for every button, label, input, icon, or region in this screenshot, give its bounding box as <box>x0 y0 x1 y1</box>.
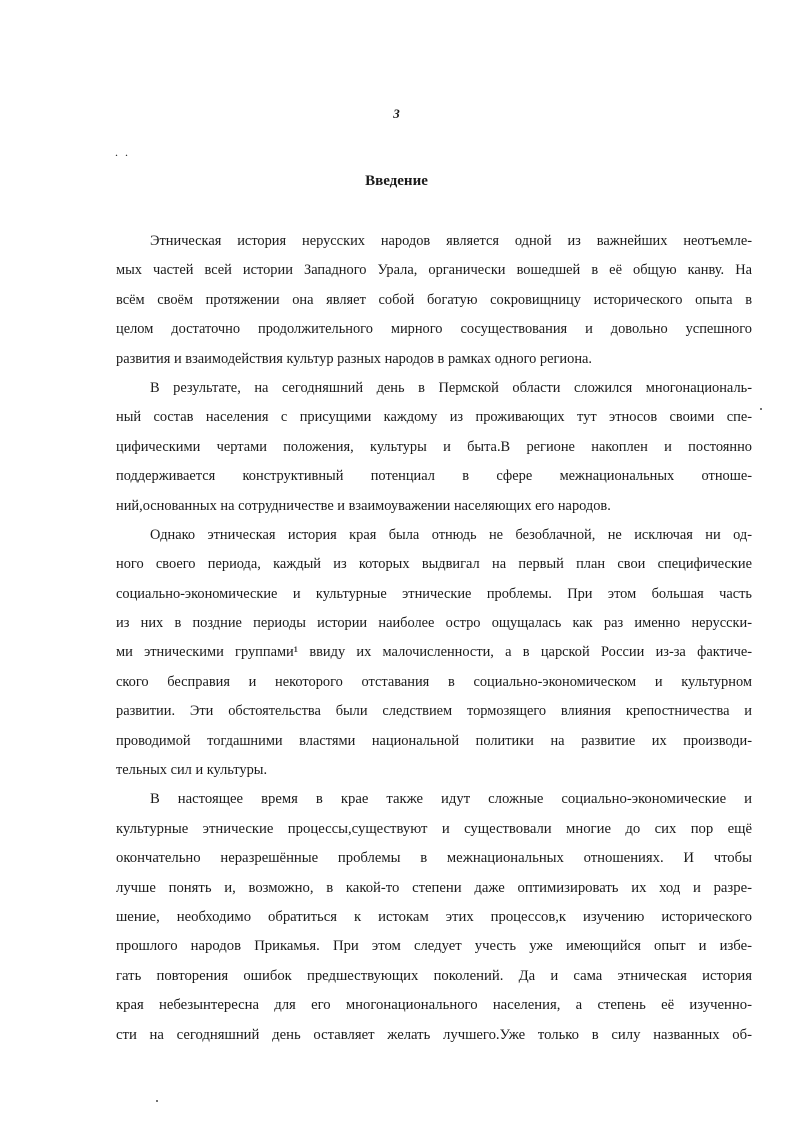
text-line: проводимой тогдашними властями национальной политики на развитие их производи- <box>116 732 752 749</box>
text-line: края небезынтересна для его многонационального населения, а степень её изученно- <box>116 997 752 1014</box>
text-line: Однако этническая история края была отнюдь не безоблачной, не исключая ни од- <box>150 526 752 543</box>
text-line: прошлого народов Прикамья. При этом следует учесть уже имеющийся опыт и избе- <box>116 938 752 955</box>
text-line: В настоящее время в крае также идут сложные социально-экономические и <box>150 791 752 808</box>
text-line: целом достаточно продолжительного мирного сосуществования и довольно успешного <box>116 321 752 338</box>
text-line: всём своём протяжении она являет собой богатую сокровищницу исторического опыта в <box>116 291 752 308</box>
corner-mark: . . <box>115 145 130 159</box>
text-line: ского бесправия и некоторого отставания в социально-экономическом и культурном <box>116 673 752 690</box>
document-body <box>116 227 752 1050</box>
text-line: ми этническими группами¹ ввиду их малочисленности, а в царской России из-за фактиче- <box>116 644 752 661</box>
text-line: лучше понять и, возможно, в какой-то степени даже оптимизировать их ход и разре- <box>116 879 752 896</box>
page-number: 3 <box>393 106 400 121</box>
text-line: цифическими чертами положения, культуры и быта.В регионе накоплен и постоянно <box>116 438 752 455</box>
text-line: поддерживается конструктивный потенциал в сфере межнациональных отноше- <box>116 468 752 485</box>
text-line: сти на сегодняшний день оставляет желать лучшего.Уже только в силу названных об- <box>116 1026 752 1043</box>
paragraph-4 <box>116 785 752 1050</box>
text-line: Этническая история нерусских народов является одной из важнейших неотъемле- <box>150 233 752 249</box>
paragraph-3 <box>116 521 752 786</box>
text-line: культурные этнические процессы,существуют и существовали многие до сих пор ещё <box>116 820 752 837</box>
text-line: ный состав населения с присущими каждому из проживающих тут этносов своими спе- <box>116 409 752 426</box>
text-line: из них в поздние периоды истории наиболее остро ощущалась как раз именно нерусски- <box>116 615 752 632</box>
text-line: тельных сил и культуры. <box>116 762 268 779</box>
text-line: социально-экономические и культурные этнические проблемы. При этом большая часть <box>116 585 752 602</box>
scan-speck <box>760 408 762 410</box>
text-line: развитии. Эти обстоятельства были следствием тормозящего влияния крепостничества и <box>116 703 752 720</box>
text-line: шение, необходимо обратиться к истокам этих процессов,к изучению исторического <box>116 908 752 925</box>
text-line: мых частей всей истории Западного Урала, органически вошедшей в её общую канву. На <box>116 262 752 279</box>
paragraph-2 <box>116 374 752 521</box>
page-heading: Введение <box>365 173 428 189</box>
text-line: ний,основанных на сотрудничестве и взаимоуважении населяющих его народов. <box>116 497 611 514</box>
text-line: ного своего периода, каждый из которых выдвигал на первый план свои специфические <box>116 556 752 573</box>
text-line: окончательно неразрешённые проблемы в межнациональных отношениях. И чтобы <box>116 850 752 867</box>
text-line: развития и взаимодействия культур разных народов в рамках одного региона. <box>116 350 592 367</box>
text-line: гать повторения ошибок предшествующих поколений. Да и сама этническая история <box>116 967 752 984</box>
scan-speck <box>156 1100 158 1102</box>
paragraph-1 <box>116 227 752 374</box>
text-line: В результате, на сегодняшний день в Пермской области сложился многонациональ- <box>150 379 752 396</box>
